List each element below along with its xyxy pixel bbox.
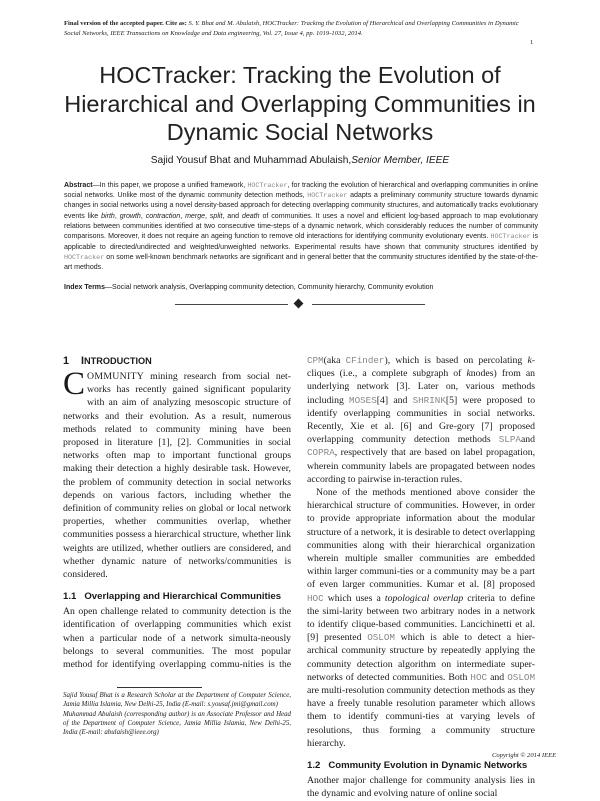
method-name: HOCTracker (490, 233, 531, 242)
copyright: Copyright © 2014 IEEE (492, 752, 557, 759)
text-run: [5] were proposed to identify overlapping communities in social networks. Recently, Xie et al. [6] and Gre-gory [7] proposed overlapping community detection methods (307, 394, 536, 446)
right-column (307, 354, 535, 801)
text-run: which is able to detect a hier-archical community structure by repeatedly applying the community detection algorithm on intermediate super-networks of detected communities. Both (307, 632, 535, 683)
footnote: Muhammad Abulaish (corresponding author) is an Associate Professor and Head of the Department of Computer Science, Jamia Millia Islamia, New Delhi-25, India (E-mail: abulaish@ieee.org) (63, 710, 291, 737)
text-run: , (114, 212, 120, 220)
text-run: split (209, 212, 223, 220)
cite-text: S. Y. Bhat and M. Abulaish, HOCTracker: Tracking the Evolution of Hierarchical and Overlapping Communities in Dynamic Social Networks, IEEE Transactions on Knowledge and Data engineering, Vol. 27, Issue 4, pp. 1019-1032, 2014. (64, 20, 519, 37)
abstract-text (64, 182, 538, 272)
evolution-paragraph: Another major challenge for community analysis lies in the dynamic and evolving nature of online social (307, 775, 535, 800)
divider-line (175, 304, 288, 305)
text-run: merge (185, 212, 206, 220)
section-title-initial: I (81, 355, 85, 367)
text-run: growth (119, 212, 141, 220)
index-terms (64, 283, 538, 293)
abstract-label: Abstract (64, 181, 93, 189)
section-heading-introduction (63, 354, 291, 368)
drop-cap-rest: OMMUNITY (87, 371, 145, 382)
cite-label: Final version of the accepted paper. Cite as: (64, 20, 187, 27)
text-run: on some well-known benchmark networks are significant and in general better that the community structures identified by the state-of-the-art methods. (64, 253, 538, 272)
text-run: which uses a (323, 592, 385, 604)
text-run: [4] and (376, 394, 408, 406)
text-run: adapts a preliminary community structure towards dynamic changes in social networks using a novel density-based approach for detecting overlapping community structures, and automatically tracks evolutionary events like (64, 191, 539, 220)
text-run: death (241, 212, 260, 220)
method-name: MOSES (349, 394, 377, 406)
method-name: HOCTracker (247, 181, 288, 190)
text-run: -cliques (i.e., a complete subgraph of (307, 355, 536, 380)
footnotes (63, 691, 291, 737)
author-suffix: Senior Member, IEEE (351, 154, 450, 166)
method-name: CFinder (345, 355, 385, 366)
section-title-rest: NTRODUCTION (84, 356, 152, 366)
text-run: is applicable to directed/undirected and weighted/unweighted networks. Experimental results have shown that community structures identified by (64, 233, 538, 251)
abstract (64, 181, 538, 274)
paper-title: HOCTracker: Tracking the Evolution of Hierarchical and Overlapping Communities in Dynamic Social Networks (64, 62, 536, 145)
diamond-icon (294, 298, 304, 308)
page-number: 1 (530, 39, 534, 46)
index-terms-label: Index Terms (64, 283, 105, 291)
front-matter (0, 19, 600, 309)
text-run: ), which is based on percolating (384, 355, 523, 366)
text-run: (aka (323, 355, 341, 366)
text-run: birth (101, 212, 115, 220)
text-run: contraction (145, 212, 181, 220)
text-run: nodes) from an underlying network [3]. Later on, various methods including (307, 368, 536, 406)
text-run: None of the methods mentioned above consider the hierarchical structure of communities. However, in order to provide appropriate information about the modular structure of a network, it is desirable to detect overlapping communities along with their hierarchical organization wherein multiple smaller communities are embedded within larger communi-ties or a community may be a part of even larger communities. Kumar et al. [8] proposed (307, 487, 535, 591)
citation-header (64, 19, 530, 38)
left-column (63, 354, 291, 671)
text-run: are multi-resolution community detection methods as they have a freely tunable resolution parameter which allows them to identify communi-ties at varying levels of resolutions, thus forming a community structure hierarchy. (307, 685, 535, 749)
text-run: , respectively that are based on label propagation, wherein community labels are propagated between nodes according to pairwise in-teraction rules. (307, 447, 536, 485)
method-name: OSLOM (367, 632, 395, 644)
text-run: , for tracking the evolution of hierarchical and overlapping communities in online social networks. Unlike most of the dynamic community detection methods, (64, 181, 538, 199)
intro-text (63, 366, 291, 581)
text-run: , and (222, 212, 242, 220)
text-run: , (205, 212, 210, 220)
method-name: SHRINK (412, 394, 446, 406)
footnote-rule (117, 687, 202, 688)
method-name: HOCTracker (307, 191, 348, 200)
method-name: SLPA (498, 434, 521, 446)
method-name: HOC (470, 671, 488, 683)
text-run: , (180, 212, 186, 220)
method-name: COPRA (307, 447, 335, 459)
method-name: HOC (307, 592, 324, 604)
footnote: Sajid Yousuf Bhat is a Research Scholar at the Department of Computer Science, Jamia Millia Islamia, New Delhi-25, India (E-mail: s.yousaf.jmi@gmail.com) (63, 692, 291, 709)
text-run: and (520, 434, 536, 446)
author-names: Sajid Yousuf Bhat and Muhammad Abulaish, (150, 154, 352, 166)
authors (40, 154, 560, 167)
section-divider (175, 299, 425, 309)
section-number: 1 (63, 355, 70, 367)
intro-paragraph (63, 366, 291, 581)
subsection-heading: 1.1 Overlapping and Hierarchical Communities (63, 591, 282, 603)
hierarchy-paragraph (307, 486, 535, 750)
text-run: k (466, 368, 471, 380)
text-run: mining research from social net-works has recently gained significant popularity with an aim of analyzing mesoscopic structure of networks and their evolution. As a result, numerous methods related to community mining have been proposed in literature [1], [2]. Communities in social networks often map to important functional groups making their detection a highly desirable task. However, the problem of community detection in social networks depends on various factors, including whether the definition of community relies on global or local network properties, whether communities overlap, whether communities possess a hierarchical structure, whether link weights are utilized, whether outliers are considered, and whether dynamic nature of networks/communities is considered. (63, 371, 291, 581)
divider-line (312, 304, 425, 305)
method-name: OSLOM (507, 671, 535, 683)
text-run: criteria to define the simi-larity between two arbitrary nodes in a network to identify clique-based communities. Lancichinetti et al. [9] presented (307, 592, 535, 644)
text-run: and (487, 671, 508, 683)
overlap-paragraph-continued (307, 354, 535, 486)
text-run: of communities. It uses a novel and efficient log-based approach to map evolutionary relations between communities identified at two consecutive time-steps of a dynamic network, which considerably reduces the number of community comparisons. Moreover, it does not require an ageing function to remove old interactions for identifying community evolutionary events. (64, 212, 538, 241)
overlap-paragraph (63, 605, 291, 671)
text-run: —In this paper, we propose a unified framework, (92, 181, 248, 189)
subsection-heading: 1.2 Community Evolution in Dynamic Networks (307, 760, 528, 772)
text-run: topological overlap (384, 592, 464, 604)
text-run: k (527, 355, 532, 366)
section-title (81, 355, 152, 367)
text-run: An open challenge related to community detection is the identification of overlapping communities which exist when a particular node of a network simulta-neously belongs to several communities. The most popular method for identifying overlapping commu-nities is the (63, 606, 292, 671)
drop-cap: C (63, 366, 86, 402)
method-name: HOCTracker (64, 253, 105, 262)
index-terms-text: —Social network analysis, Overlapping community detection, Community hierarchy, Community evolution (105, 283, 434, 291)
text-run: , (140, 212, 146, 220)
method-name: CPM (307, 355, 324, 366)
